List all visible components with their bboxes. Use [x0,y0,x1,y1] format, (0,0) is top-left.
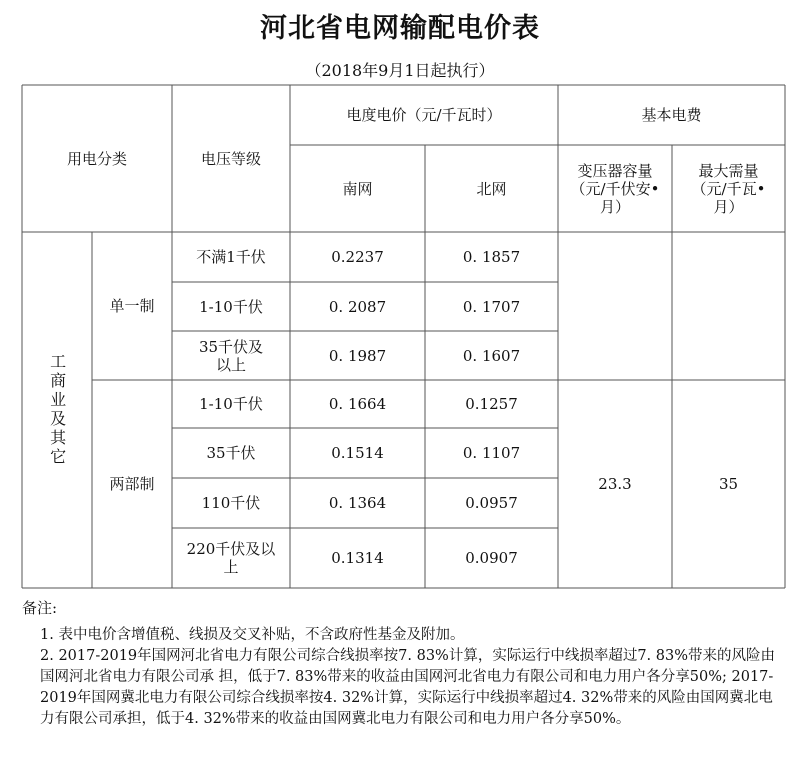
two-part-row-2-voltage: 35千伏 [206,444,256,462]
tariff-single-part: 单一制 [109,297,155,315]
single-row-3-north: 0. 1607 [462,346,521,365]
single-row-1-south: 0.2237 [331,248,384,266]
header-capacity-fee: 变压器容量（元/千伏安•月） [570,161,660,216]
header-voltage: 电压等级 [200,149,261,168]
two-part-row-1-south: 0. 1664 [328,395,387,413]
header-demand-fee: 最大需量（元/千瓦•月） [691,161,766,216]
two-part-row-4-north: 0.0907 [465,549,518,567]
capacity-fee-value: 23.3 [598,475,632,493]
two-part-row-4-south: 0.1314 [331,549,384,567]
header-basic-fee: 基本电费 [641,106,702,124]
two-part-row-1-voltage: 1-10千伏 [199,395,263,413]
note-item-1: 1. 表中电价含增值税、线损及交叉补贴，不含政府性基金及附加。 [40,627,465,643]
notes-label: 备注: [22,599,58,617]
two-part-row-3-north: 0.0957 [465,494,518,512]
two-part-row-3-voltage: 110千伏 [201,494,261,512]
page-subtitle: （2018年9月1日起执行） [305,61,495,80]
demand-fee-value: 35 [718,475,739,493]
header-north-grid: 北网 [476,179,507,198]
two-part-row-1-north: 0.1257 [465,395,518,413]
header-south-grid: 南网 [342,179,373,198]
header-category: 用电分类 [66,149,127,168]
page-title: 河北省电网输配电价表 [260,13,540,44]
two-part-row-2-south: 0.1514 [331,444,384,462]
single-row-1-voltage: 不满1千伏 [196,248,266,266]
single-row-2-voltage: 1-10千伏 [199,297,263,316]
two-part-row-3-south: 0. 1364 [328,494,387,512]
single-row-2-north: 0. 1707 [462,297,521,316]
single-row-1-north: 0. 1857 [462,248,521,266]
notes-section [22,598,782,730]
single-row-3-voltage: 35千伏及以上 [198,337,264,374]
two-part-row-4-voltage: 220千伏及以上 [186,540,276,576]
two-part-row-2-north: 0. 1107 [462,444,521,462]
category-commercial: 工商业及其它 [47,353,67,467]
header-energy-price: 电度电价（元/千瓦时） [346,106,502,124]
single-row-3-south: 0. 1987 [328,346,387,365]
tariff-two-part: 两部制 [109,475,155,493]
single-row-2-south: 0. 2087 [328,297,387,316]
note-item-2: 2. 2017-2019年国网河北省电力有限公司综合线损率按7. 83%计算，实际运行中线损率超过7. 83%带来的风险由国网河北省电力有限公司承 担，低于7. 83%带来的收益由国网河北省电力有限公司和电力用户各分享50%; 2017-2019年国网冀北电力有限公司综合线损率按4. 32%计算，实际运行中线损率超过4. 32%带来的风险由国网冀北电力有限公司承担，低于4. 32%带来的收益由国网冀北电力有限公司和电力用户各分享50%。 [40,648,775,727]
